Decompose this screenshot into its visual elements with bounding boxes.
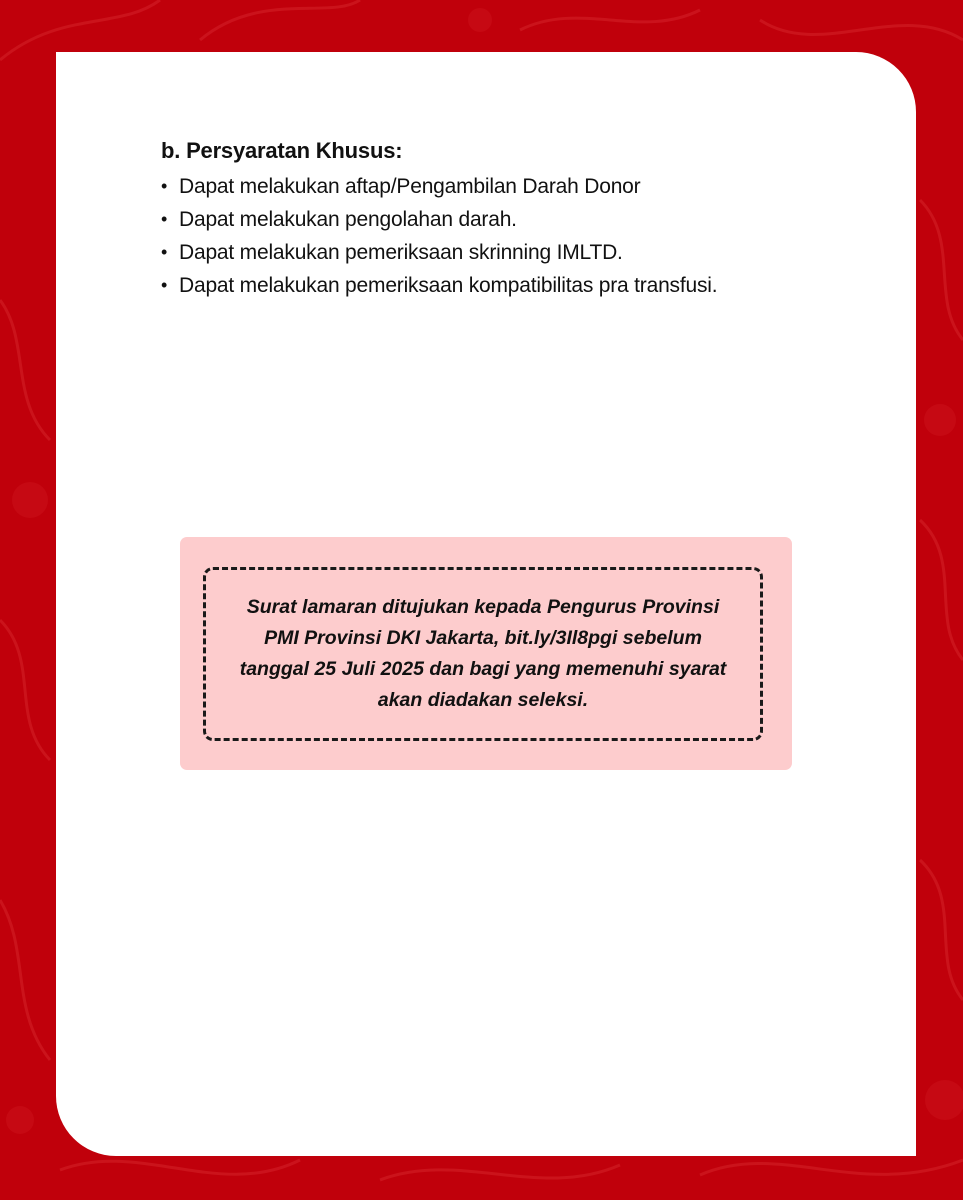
section-title: b. Persyaratan Khusus: (161, 138, 403, 163)
list-item (161, 170, 861, 203)
list-item (161, 269, 861, 302)
special-requirements-section (161, 136, 861, 302)
list-item-text: Dapat melakukan pemeriksaan kompatibilitas pra transfusi. (179, 274, 718, 297)
list-item-text: Dapat melakukan pemeriksaan skrinning IMLTD. (179, 241, 623, 264)
notice-text (233, 592, 733, 716)
notice-line: PMI Provinsi DKI Jakarta, bit.ly/3Il8pgi sebelum (264, 627, 702, 649)
bullet-icon: • (161, 176, 168, 196)
bullet-icon: • (161, 242, 168, 262)
application-notice-box (180, 537, 792, 770)
list-item-text: Dapat melakukan pengolahan darah. (179, 208, 517, 231)
notice-line: tanggal 25 Juli 2025 dan bagi yang memenuhi syarat (239, 658, 727, 680)
list-item (161, 203, 861, 236)
list-item-text: Dapat melakukan aftap/Pengambilan Darah Donor (179, 175, 641, 198)
notice-dashed-border (203, 567, 763, 741)
bullet-icon: • (161, 209, 168, 229)
notice-line: Surat lamaran ditujukan kepada Pengurus Provinsi (246, 596, 720, 618)
content-card (56, 52, 916, 1156)
notice-line: akan diadakan seleksi. (377, 689, 589, 711)
requirements-list (161, 170, 861, 302)
list-item (161, 236, 861, 269)
bullet-icon: • (161, 275, 168, 295)
